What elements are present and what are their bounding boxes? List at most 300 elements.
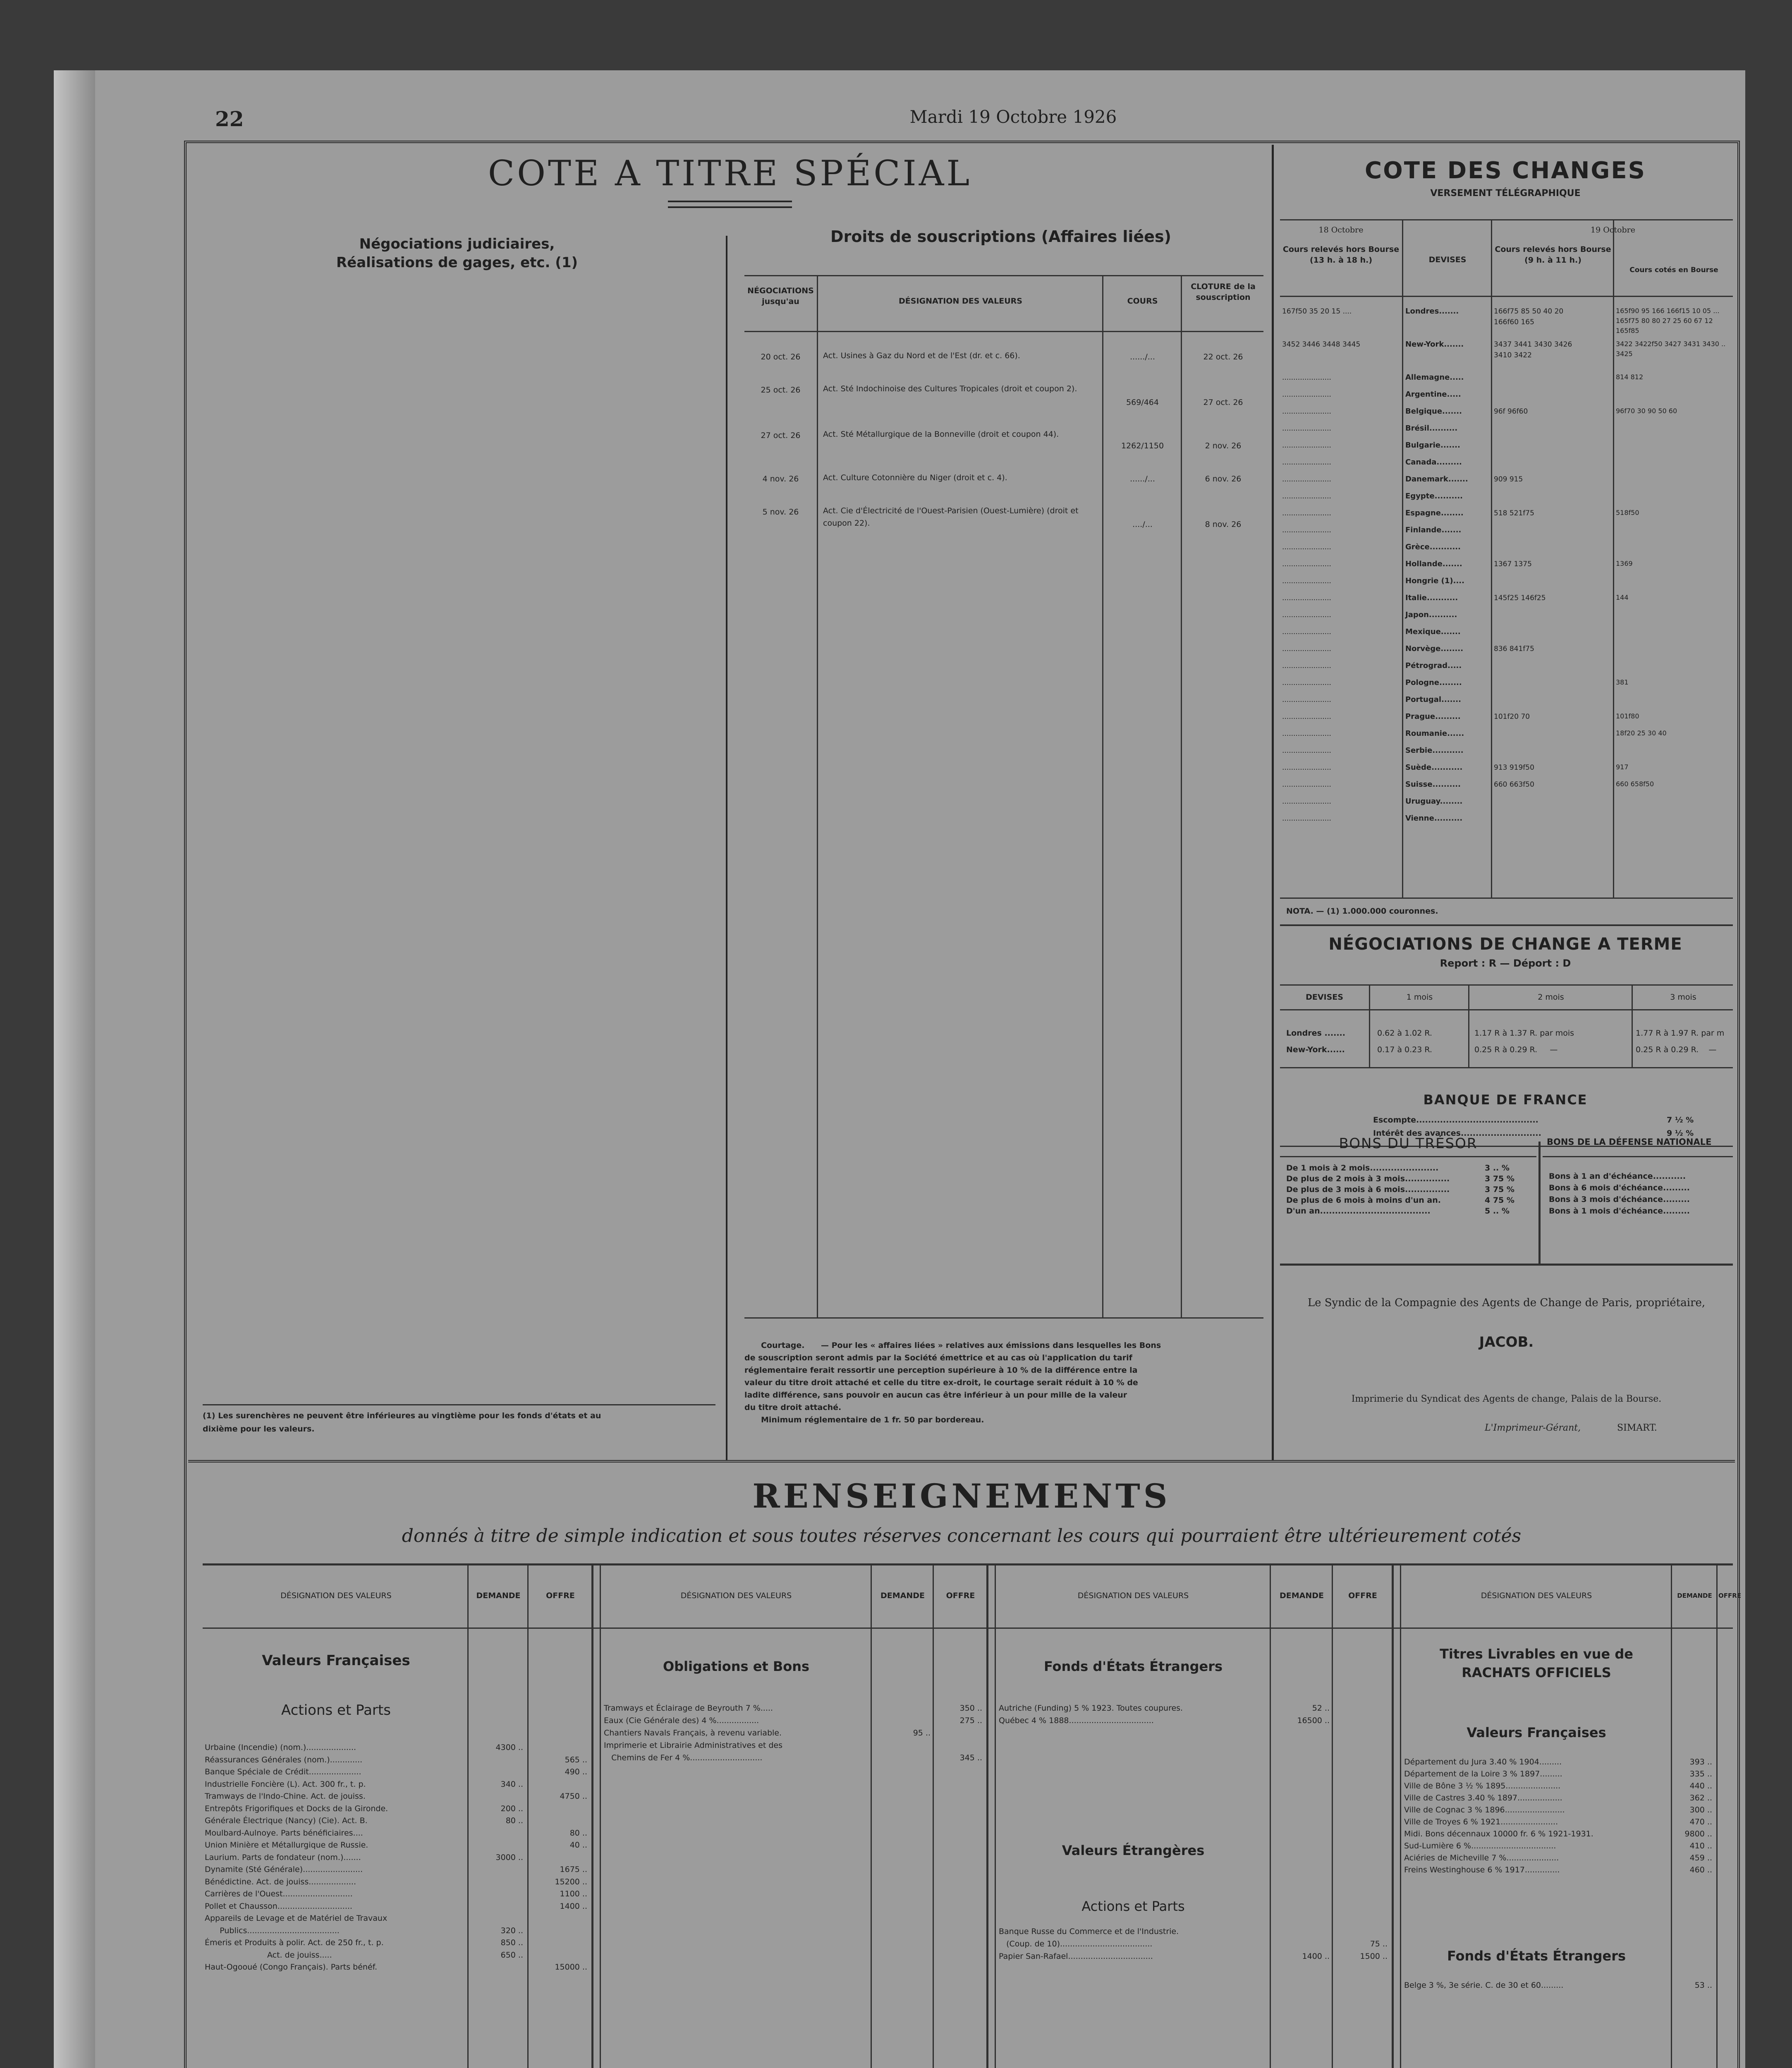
changes-col-rule-2	[1491, 219, 1492, 898]
gerant-name: SIMART.	[1617, 1423, 1657, 1433]
droits-table-bottom	[744, 1317, 1263, 1319]
rens-col-rule	[1270, 1563, 1271, 2068]
terme-header-2-mois: 2 mois	[1538, 993, 1564, 1002]
tresor-row-label: De 1 mois à 2 mois.......................	[1286, 1163, 1439, 1173]
demande-value: 393 ..	[1689, 1757, 1712, 1766]
demande-value: 9800 ..	[1684, 1829, 1712, 1838]
demande-value: 440 ..	[1689, 1781, 1712, 1790]
hors-bourse-18-value: ......................	[1282, 458, 1331, 467]
valeur-name: Chantiers Navals Français, à revenu variable.	[604, 1728, 782, 1738]
demande-value: 300 ..	[1689, 1805, 1712, 1814]
row-cloture: 6 nov. 26	[1205, 474, 1242, 483]
valeur-name: Eaux (Cie Générale des) 4 %.................	[604, 1716, 759, 1725]
valeur-name: Réassurances Générales (nom.).............	[205, 1755, 363, 1764]
terme-header-bottom	[1280, 1009, 1733, 1010]
valeur-name: Sud-Lumière 6 %..................................	[1404, 1841, 1556, 1850]
row-cloture: 27 oct. 26	[1203, 398, 1243, 407]
defense-row: Bons à 1 mois d'échéance.........	[1549, 1206, 1690, 1216]
hors-bourse-18-value: ......................	[1282, 780, 1331, 789]
hors-bourse-18-value: ......................	[1282, 814, 1331, 823]
syndic-name: JACOB.	[1479, 1334, 1534, 1350]
hors-bourse-18-value: ......................	[1282, 390, 1331, 399]
terme-2-mois: 1.17 R à 1.37 R. par mois	[1474, 1029, 1574, 1038]
devise-name: Danemark.......	[1405, 475, 1468, 483]
droits-col-rule	[817, 275, 818, 1317]
rens-header-demande: DEMANDE	[476, 1591, 521, 1600]
devise-name: Canada.........	[1405, 458, 1462, 467]
devise-name: Finlande.......	[1405, 526, 1462, 534]
col1-subheading: Actions et Parts	[281, 1702, 391, 1719]
tresor-title: BONS DU TRÉSOR	[1339, 1135, 1478, 1152]
terme-1-mois: 0.17 à 0.23 R.	[1377, 1045, 1432, 1054]
cours-bourse-value: 917	[1616, 763, 1629, 771]
banque-title: BANQUE DE FRANCE	[1423, 1092, 1588, 1108]
row-designation: Act. Sté Indochinoise des Cultures Tropicales (droit et coupon 2).	[823, 384, 1077, 393]
col-cotes-bourse: Cours cotés en Bourse	[1629, 266, 1718, 274]
rens-col-rule	[591, 1563, 593, 2068]
demande-value: 95 ..	[913, 1728, 931, 1738]
cours-bourse-value: 814 812	[1616, 373, 1644, 381]
page-date: Mardi 19 Octobre 1926	[909, 107, 1117, 127]
col4-heading-fonds: Fonds d'États Étrangers	[1447, 1948, 1626, 1964]
valeur-name: Imprimerie et Librairie Administratives et des	[604, 1741, 782, 1750]
special-column-divider	[726, 236, 727, 1460]
devise-name: Grèce...........	[1405, 543, 1461, 551]
terme-devise: Londres .......	[1286, 1029, 1345, 1038]
hors-bourse-19-value: 145f25 146f25	[1494, 594, 1546, 602]
col-hors-bourse-18: Cours relevés hors Bourse (13 h. à 18 h.)	[1282, 245, 1400, 265]
renseignements-subtitle: donnés à titre de simple indication et sous toutes réserves concernant les cours qui pourraient être ultérieurement cotés	[402, 1525, 1522, 1546]
droits-table-top	[744, 275, 1263, 276]
rens-header-offre: OFFRE	[546, 1591, 575, 1600]
tresor-row-value: 3 75 %	[1485, 1185, 1514, 1194]
courtage-line: de souscription seront admis par la Société émettrice et au cas où l'application du tarif	[744, 1353, 1132, 1362]
valeur-name: Moulbard-Aulnoye. Parts bénéficiaires....	[205, 1828, 363, 1838]
offre-value: 350 ..	[959, 1704, 982, 1713]
bons-table-bottom	[1280, 1264, 1733, 1266]
demande-value: 850 ..	[500, 1938, 523, 1947]
valeur-name: Ville de Castres 3.40 % 1897..................	[1404, 1793, 1562, 1802]
courtage-line: ladite différence, sans pouvoir en aucun cas être inférieur à un pour mille de la valeur	[744, 1391, 1127, 1400]
terme-rule	[1280, 924, 1733, 926]
row-designation: Act. Cie d'Électricité de l'Ouest-Parisien (Ouest-Lumière) (droit et coupon 22).	[823, 506, 1079, 528]
offre-value: 345 ..	[959, 1753, 982, 1762]
col4-heading-rachats: RACHATS OFFICIELS	[1462, 1665, 1611, 1680]
judiciaires-heading-2: Réalisations de gages, etc. (1)	[336, 254, 578, 271]
rens-header-demande: DEMANDE	[1677, 1592, 1712, 1599]
devise-name: Hongrie (1)....	[1405, 577, 1464, 585]
demande-value: 650 ..	[500, 1950, 523, 1960]
terme-col-rule-3	[1632, 984, 1633, 1067]
tresor-row-value: 3 .. %	[1485, 1163, 1510, 1173]
valeur-name: Papier San-Rafael..................................	[999, 1952, 1153, 1961]
devise-name: Prague.........	[1405, 712, 1461, 721]
terme-devise: New-York......	[1286, 1045, 1345, 1054]
hors-bourse-19-value: 166f75 85 50 40 20 166f60 165	[1494, 307, 1564, 326]
demande-value: 320 ..	[500, 1926, 523, 1935]
offre-value: 490 ..	[565, 1767, 587, 1776]
valeur-name: Ville de Troyes 6 % 1921.......................	[1404, 1817, 1558, 1826]
rens-header-demande: DEMANDE	[1279, 1591, 1324, 1600]
valeur-name: Chemins de Fer 4 %.............................	[604, 1753, 763, 1762]
demande-value: 470 ..	[1689, 1817, 1712, 1826]
valeur-name: Laurium. Parts de fondateur (nom.).......	[205, 1853, 361, 1862]
row-date: 5 nov. 26	[762, 507, 799, 517]
changes-title: COTE DES CHANGES	[1365, 157, 1646, 184]
hors-bourse-18-value: ......................	[1282, 713, 1331, 721]
devise-name: New-York.......	[1405, 340, 1464, 349]
valeur-name: Dynamite (Sté Générale)........................	[205, 1865, 363, 1874]
valeur-name: Tramways de l'Indo-Chine. Act. de jouiss.	[205, 1792, 366, 1801]
judiciaires-heading: Négociations judiciaires,	[359, 236, 555, 252]
valeur-name: Haut-Ogooué (Congo Français). Parts bénéf.	[205, 1963, 377, 1972]
devise-name: Italie...........	[1405, 594, 1458, 602]
valeur-name: Publics.....................................	[205, 1926, 340, 1935]
changes-table-bottom	[1280, 898, 1733, 899]
section-divider	[188, 1460, 1735, 1462]
droits-heading: Droits de souscriptions (Affaires liées)	[830, 227, 1171, 246]
devise-name: Argentine.....	[1405, 390, 1461, 399]
offre-value: 40 ..	[569, 1841, 587, 1850]
cours-bourse-value: 101f80	[1616, 712, 1639, 720]
hors-bourse-19-value: 1367 1375	[1494, 560, 1532, 568]
changes-note: NOTA. — (1) 1.000.000 couronnes.	[1286, 907, 1438, 916]
terme-col-rule-2	[1468, 984, 1469, 1067]
valeur-name: Émeris et Produits à polir. Act. de 250 fr., t. p.	[205, 1938, 384, 1947]
hors-bourse-18-value: ......................	[1282, 560, 1331, 568]
terme-header-3-mois: 3 mois	[1670, 993, 1696, 1002]
col3-heading-fonds: Fonds d'États Étrangers	[1043, 1659, 1223, 1674]
hors-bourse-18-value: ......................	[1282, 407, 1331, 416]
terme-table-top	[1280, 984, 1733, 986]
tresor-row-label: De plus de 3 mois à 6 mois...............	[1286, 1185, 1450, 1194]
rens-col-rule	[600, 1563, 601, 2068]
changes-col-rule	[1402, 219, 1403, 898]
row-date: 27 oct. 26	[761, 431, 801, 440]
offre-value: 565 ..	[565, 1755, 587, 1764]
cours-bourse-value: 144	[1616, 594, 1629, 601]
demande-value: 200 ..	[500, 1804, 523, 1813]
devise-name: Serbie...........	[1405, 746, 1464, 755]
offre-value: 15200 ..	[555, 1877, 587, 1886]
valeur-name: Tramways et Éclairage de Beyrouth 7 %.....	[604, 1704, 773, 1713]
hors-bourse-18-value: ......................	[1282, 543, 1331, 551]
hors-bourse-18-value: ......................	[1282, 594, 1331, 602]
courtage-line: réglementaire ferait ressortir une perception supérieure à 10 % de la différence entre la	[744, 1366, 1138, 1375]
row-designation: Act. Culture Cotonnière du Niger (droit et c. 4).	[823, 473, 1007, 482]
rens-header-offre: OFFRE	[946, 1591, 975, 1600]
demande-value: 410 ..	[1689, 1841, 1712, 1850]
col2-heading: Obligations et Bons	[663, 1659, 810, 1674]
valeur-name: Département de la Loire 3 % 1897.........	[1404, 1769, 1562, 1778]
valeur-name: Appareils de Levage et de Matériel de Travaux	[205, 1914, 388, 1923]
col-hors-bourse-19: Cours relevés hors Bourse (9 h. à 11 h.)	[1495, 245, 1611, 265]
devise-name: Brésil..........	[1405, 424, 1458, 433]
banque-escompte-label: Escompte.........................................	[1373, 1115, 1538, 1125]
demande-value: 335 ..	[1689, 1769, 1712, 1778]
valeur-name: Urbaine (Incendie) (nom.)....................	[205, 1743, 356, 1752]
date-19-octobre: 19 Octobre	[1591, 225, 1635, 235]
hors-bourse-18-value: ......................	[1282, 679, 1331, 687]
rens-col-rule	[1400, 1563, 1401, 2068]
cours-bourse-value: 381	[1616, 678, 1629, 686]
tresor-row-label: De plus de 6 mois à moins d'un an.	[1286, 1196, 1441, 1205]
hors-bourse-19-value: 3437 3441 3430 3426 3410 3422	[1494, 340, 1572, 359]
demande-value: 459 ..	[1689, 1853, 1712, 1862]
cours-bourse-value: 3422 3422f50 3427 3431 3430 .. 3425	[1616, 340, 1726, 358]
hors-bourse-18-value: ......................	[1282, 526, 1331, 534]
devise-name: Portugal.......	[1405, 695, 1461, 704]
rens-col-rule	[871, 1563, 872, 2068]
row-designation: Act. Sté Métallurgique de la Bonneville (droit et coupon 44).	[823, 430, 1059, 439]
rens-header-designation: DÉSIGNATION DES VALEURS	[1481, 1591, 1592, 1600]
valeur-name: Freins Westinghouse 6 % 1917..............	[1404, 1865, 1560, 1874]
hors-bourse-18-value: ......................	[1282, 730, 1331, 738]
valeur-name: Industrielle Foncière (L). Act. 300 fr., t. p.	[205, 1779, 366, 1789]
tresor-row-value: 3 75 %	[1485, 1174, 1514, 1183]
rens-header-demande: DEMANDE	[880, 1591, 925, 1600]
demande-value: 340 ..	[500, 1779, 523, 1789]
hors-bourse-19-value: 660 663f50	[1494, 780, 1534, 789]
cours-bourse-value: 18f20 25 30 40	[1616, 729, 1667, 737]
row-date: 20 oct. 26	[761, 352, 801, 361]
valeur-name: Midi. Bons décennaux 10000 fr. 6 % 1921-1931.	[1404, 1829, 1593, 1838]
rens-header-offre: OFFRE	[1718, 1592, 1742, 1599]
cote-special-title: COTE A TITRE SPÉCIAL	[488, 153, 972, 194]
droits-header-cours: COURS	[1127, 297, 1158, 306]
defense-title-rule	[1543, 1156, 1733, 1157]
demande-value: 1400 ..	[1302, 1952, 1330, 1961]
col-devises: DEVISES	[1428, 255, 1467, 264]
terme-2-mois: 0.25 R à 0.29 R. —	[1474, 1045, 1558, 1054]
terme-1-mois: 0.62 à 1.02 R.	[1377, 1029, 1432, 1038]
valeur-name: Banque Russe du Commerce et de l'Industrie.	[999, 1927, 1179, 1936]
tresor-row-label: De plus de 2 mois à 3 mois...............	[1286, 1174, 1450, 1183]
tresor-row-label: D'un an.....................................	[1286, 1206, 1431, 1216]
rens-col-rule	[1716, 1563, 1718, 2068]
rens-col-rule	[1671, 1563, 1672, 2068]
courtage-line: Minimum réglementaire de 1 fr. 50 par bordereau.	[761, 1415, 984, 1424]
valeur-name: Québec 4 % 1888..................................	[999, 1716, 1154, 1725]
valeur-name: Entrepôts Frigorifiques et Docks de la Gironde.	[205, 1804, 388, 1813]
hors-bourse-18-value: ......................	[1282, 662, 1331, 670]
cours-bourse-value: 96f70 30 90 50 60	[1616, 407, 1677, 415]
hors-bourse-18-value: 3452 3446 3448 3445	[1282, 340, 1361, 349]
hors-bourse-18-value: ......................	[1282, 764, 1331, 772]
rens-header-designation: DÉSIGNATION DES VALEURS	[280, 1591, 392, 1600]
devise-name: Egypte..........	[1405, 492, 1463, 500]
rens-col-rule	[1392, 1563, 1394, 2068]
demande-value: 4300 ..	[495, 1743, 523, 1752]
hors-bourse-18-value: ......................	[1282, 645, 1331, 653]
devise-name: Londres.......	[1405, 307, 1459, 316]
valeur-name: Aciéries de Micheville 7 %.....................	[1404, 1853, 1559, 1862]
row-cloture: 8 nov. 26	[1205, 520, 1242, 529]
offre-value: 4750 ..	[560, 1792, 587, 1801]
demande-value: 80 ..	[505, 1816, 523, 1825]
offre-value: 75 ..	[1370, 1939, 1388, 1948]
tresor-row-value: 5 .. %	[1485, 1206, 1510, 1216]
offre-value: 275 ..	[959, 1716, 982, 1725]
offre-value: 1400 ..	[560, 1901, 587, 1911]
valeur-name: Département du Jura 3.40 % 1904.........	[1404, 1757, 1562, 1766]
devise-name: Norvège........	[1405, 644, 1464, 653]
column-divider	[1272, 145, 1274, 1460]
devise-name: Roumanie......	[1405, 729, 1464, 738]
valeur-name: Act. de jouiss.....	[205, 1950, 332, 1960]
rens-header-designation: DÉSIGNATION DES VALEURS	[1077, 1591, 1189, 1600]
terme-table-bottom	[1280, 1067, 1733, 1068]
valeur-name: Union Minière et Métallurgique de Russie.	[205, 1841, 368, 1850]
tresor-title-rule	[1280, 1156, 1536, 1157]
hors-bourse-19-value: 913 919f50	[1494, 764, 1534, 772]
demande-value: 53 ..	[1694, 1981, 1712, 1990]
col3-heading-valeurs-etrangeres: Valeurs Étrangères	[1062, 1843, 1205, 1858]
changes-col-rule-3	[1613, 219, 1614, 898]
droits-col-rule-3	[1181, 275, 1182, 1317]
row-cloture: 22 oct. 26	[1203, 352, 1243, 361]
terme-3-mois: 0.25 R à 0.29 R. —	[1636, 1045, 1717, 1054]
rens-header-designation: DÉSIGNATION DES VALEURS	[680, 1591, 792, 1600]
devise-name: Japon..........	[1405, 610, 1457, 619]
terme-3-mois: 1.77 R à 1.97 R. par m	[1636, 1029, 1725, 1038]
terme-subtitle: Report : R — Déport : D	[1440, 957, 1571, 969]
devise-name: Suisse..........	[1405, 780, 1461, 789]
offre-value: 1100 ..	[560, 1889, 587, 1898]
rens-col-rule	[995, 1563, 996, 2068]
hors-bourse-19-value: 836 841f75	[1494, 645, 1534, 653]
devise-name: Suède...........	[1405, 763, 1463, 772]
demande-value: 52 ..	[1312, 1704, 1330, 1713]
demande-value: 362 ..	[1689, 1793, 1712, 1802]
devise-name: Allemagne.....	[1405, 373, 1464, 382]
rens-header-rule	[203, 1628, 1733, 1629]
valeur-name: Carrières de l'Ouest............................	[205, 1889, 353, 1898]
hors-bourse-18-value: ......................	[1282, 475, 1331, 483]
droits-table-header-bottom	[744, 331, 1263, 332]
hors-bourse-19-value: 518 521f75	[1494, 509, 1534, 517]
courtage-label: Courtage.	[761, 1341, 805, 1350]
cours-bourse-value: 165f90 95 166 166f15 10 05 ... 165f75 80 80 27 25 60 67 12 165f85	[1616, 307, 1720, 335]
footnote-rule	[203, 1404, 715, 1405]
banque-escompte-value: 7 ½ %	[1667, 1115, 1694, 1125]
row-cloture: 2 nov. 26	[1205, 441, 1242, 450]
syndic-line: Le Syndic de la Compagnie des Agents de Change de Paris, propriétaire,	[1307, 1297, 1706, 1309]
cours-bourse-value: 518f50	[1616, 509, 1639, 517]
date-18-octobre: 18 Octobre	[1318, 225, 1364, 235]
devise-name: Espagne........	[1405, 509, 1464, 517]
devise-name: Pétrograd.....	[1405, 661, 1462, 670]
changes-subtitle: VERSEMENT TÉLÉGRAPHIQUE	[1430, 188, 1581, 199]
terme-header-1-mois: 1 mois	[1406, 993, 1433, 1002]
valeur-name: Bénédictine. Act. de jouiss...................	[205, 1877, 356, 1886]
valeur-name: Ville de Bône 3 ½ % 1895......................	[1404, 1781, 1561, 1790]
valeur-name: Belge 3 %, 3e série. C. de 30 et 60.........	[1404, 1981, 1564, 1990]
hors-bourse-19-value: 96f 96f60	[1494, 407, 1528, 416]
rens-header-offre: OFFRE	[1348, 1591, 1377, 1600]
defense-title: BONS DE LA DÉFENSE NATIONALE	[1547, 1137, 1712, 1147]
terme-header-devises: DEVISES	[1306, 993, 1343, 1002]
demande-value: 460 ..	[1689, 1865, 1712, 1874]
row-cours: 569/464	[1126, 398, 1159, 407]
renseignements-title: RENSEIGNEMENTS	[752, 1477, 1171, 1515]
terme-title: NÉGOCIATIONS DE CHANGE A TERME	[1328, 935, 1682, 954]
tresor-row-value: 4 75 %	[1485, 1196, 1514, 1205]
gerant-label: L'Imprimeur-Gérant,	[1485, 1423, 1581, 1433]
changes-header-bottom	[1280, 296, 1733, 297]
hors-bourse-18-value: ......................	[1282, 577, 1331, 585]
hors-bourse-18-value: ......................	[1282, 797, 1331, 806]
hors-bourse-18-value: 167f50 35 20 15 ....	[1282, 307, 1352, 316]
droits-header-date: NÉGOCIATIONS jusqu'au	[747, 286, 814, 306]
valeur-name: (Coup. de 10).....................................	[999, 1939, 1153, 1948]
hors-bourse-18-value: ......................	[1282, 424, 1331, 433]
page-number: 22	[215, 107, 244, 131]
courtage-line: valeur du titre droit attaché et celle du titre ex-droit, le courtage serait réduit à 10 % de	[744, 1378, 1138, 1387]
rens-col-rule	[467, 1563, 469, 2068]
valeur-name: Ville de Cognac 3 % 1896........................	[1404, 1805, 1565, 1814]
demande-value: 16500 ..	[1297, 1716, 1330, 1725]
col3-subheading-actions: Actions et Parts	[1081, 1898, 1185, 1914]
demande-value: 3000 ..	[495, 1853, 523, 1862]
offre-value: 80 ..	[569, 1828, 587, 1838]
row-date: 25 oct. 26	[761, 385, 801, 395]
page-binding-edge	[54, 70, 95, 2068]
terme-col-rule	[1369, 984, 1370, 1067]
offre-value: 15000 ..	[555, 1963, 587, 1972]
row-cours: ....../...	[1130, 474, 1155, 483]
hors-bourse-18-value: ......................	[1282, 441, 1331, 450]
hors-bourse-18-value: ......................	[1282, 696, 1331, 704]
hors-bourse-19-value: 101f20 70	[1494, 713, 1530, 721]
bons-divider	[1538, 1142, 1541, 1264]
devise-name: Pologne........	[1405, 678, 1462, 687]
courtage-line: du titre droit attaché.	[744, 1403, 842, 1412]
droits-header-cloture: CLOTURE de la souscription	[1191, 282, 1256, 302]
cours-bourse-value: 1369	[1616, 560, 1633, 567]
row-cours: ..../...	[1132, 520, 1153, 529]
droits-header-designation: DÉSIGNATION DES VALEURS	[899, 297, 1022, 306]
valeur-name: Autriche (Funding) 5 % 1923. Toutes coupures.	[999, 1704, 1183, 1713]
defense-row: Bons à 1 an d'échéance...........	[1549, 1172, 1686, 1181]
rens-col-rule	[933, 1563, 934, 2068]
offre-value: 1500 ..	[1360, 1952, 1388, 1961]
col4-heading-valeurs-francaises: Valeurs Françaises	[1467, 1725, 1606, 1740]
col1-heading: Valeurs Françaises	[262, 1652, 410, 1669]
row-cours: 1262/1150	[1121, 441, 1164, 450]
devise-name: Belgique.......	[1405, 407, 1462, 416]
rens-col-rule	[527, 1563, 529, 2068]
hors-bourse-18-value: ......................	[1282, 611, 1331, 619]
defense-row: Bons à 6 mois d'échéance.........	[1549, 1183, 1690, 1192]
rens-col-rule	[1332, 1563, 1333, 2068]
rens-table-top	[203, 1563, 1733, 1565]
changes-table-top	[1280, 219, 1733, 220]
rens-col-rule	[986, 1563, 988, 2068]
hors-bourse-18-value: ......................	[1282, 628, 1331, 636]
devise-name: Vienne..........	[1405, 814, 1463, 823]
row-date: 4 nov. 26	[762, 474, 799, 483]
col4-heading-titres: Titres Livrables en vue de	[1440, 1646, 1633, 1662]
devise-name: Uruguay........	[1405, 797, 1463, 806]
hors-bourse-18-value: ......................	[1282, 509, 1331, 517]
offre-value: 1675 ..	[560, 1865, 587, 1874]
valeur-name: Banque Spéciale de Crédit.....................	[205, 1767, 361, 1776]
banque-avances-label: Intérêt des avances...........................	[1373, 1129, 1541, 1138]
cours-bourse-value: 660 658f50	[1616, 780, 1654, 788]
devise-name: Hollande.......	[1405, 560, 1462, 568]
hors-bourse-18-value: ......................	[1282, 492, 1331, 500]
